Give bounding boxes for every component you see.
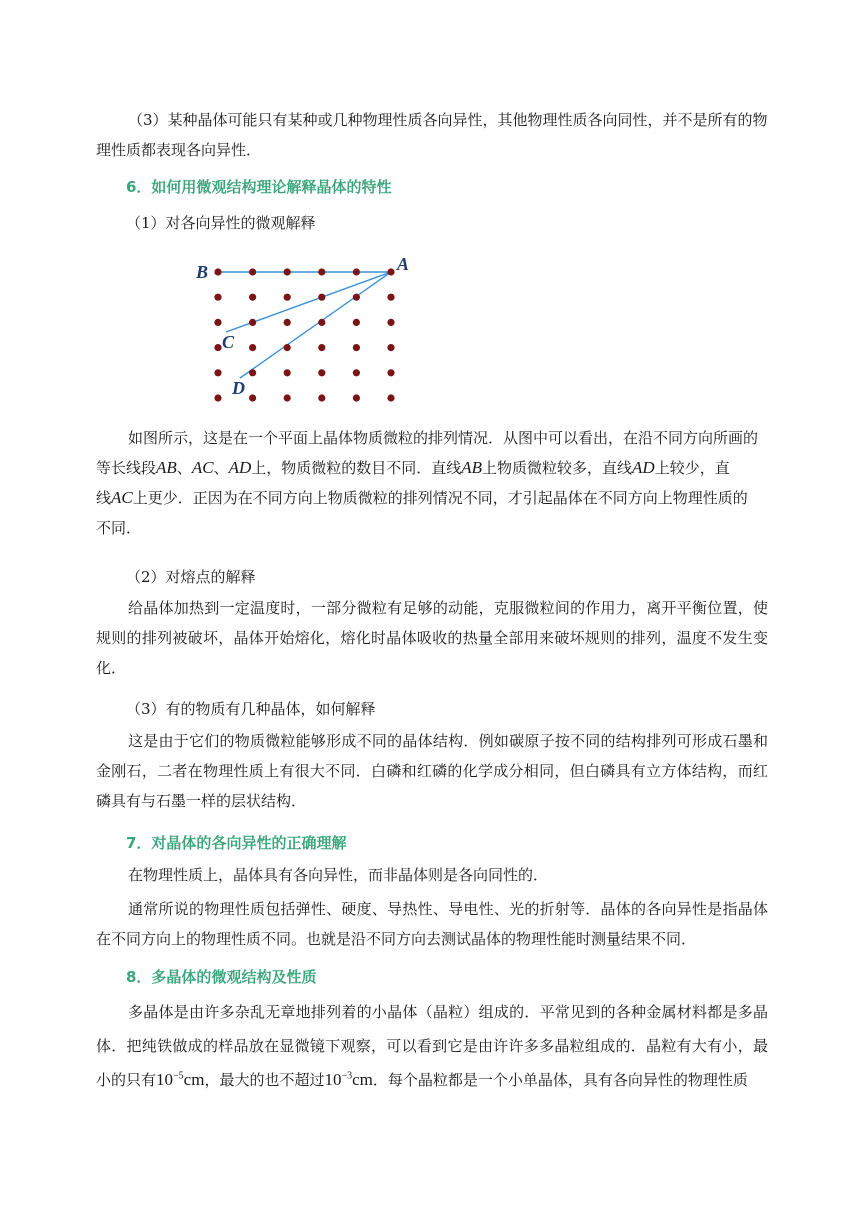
particle-dot: [214, 319, 221, 326]
math-ad: AD: [228, 458, 252, 477]
section-heading-6: 6．如何用微观结构理论解释晶体的特性: [126, 178, 392, 196]
math-ac: AC: [191, 458, 214, 477]
exponent: −5: [173, 1070, 184, 1082]
math-ac: AC: [111, 488, 133, 507]
particle-dot: [214, 344, 221, 351]
text-run: ．每个晶粒都是一个小单晶体，具有各向异性的物理性质: [372, 1071, 748, 1089]
particle-dot: [387, 394, 394, 401]
text-run: 上，物质微粒的数目不同．直线: [251, 459, 462, 477]
paragraph-line: [96, 453, 768, 483]
paragraph-anisotropy-note: [96, 105, 768, 165]
text-run: ，最大的也不超过: [204, 1071, 325, 1089]
label-b: B: [196, 262, 209, 282]
unit: cm: [183, 1070, 205, 1089]
paragraph-line: [96, 483, 768, 513]
particle-dot: [249, 369, 256, 376]
direction-lines: [216, 272, 391, 378]
particle-dot: [214, 369, 221, 376]
particle-dot: [214, 268, 221, 275]
crystal-lattice-figure: [190, 248, 430, 408]
paragraph-anisotropy-definition: 在物理性质上，晶体具有各向异性，而非晶体则是各向同性的．: [128, 866, 549, 884]
text-run: 、: [213, 459, 229, 477]
paragraph-figure-explanation: [96, 423, 768, 543]
math-ab: AB: [156, 458, 177, 477]
paragraph-line: [96, 423, 768, 453]
particle-dot: [353, 319, 360, 326]
particle-dot: [353, 268, 360, 275]
text-run: 上较少，直: [654, 459, 730, 477]
particle-dot: [387, 319, 394, 326]
particle-dot: [353, 394, 360, 401]
particle-dot: [387, 344, 394, 351]
particle-dot: [284, 268, 291, 275]
particle-dot: [249, 344, 256, 351]
particle-dot: [284, 319, 291, 326]
particle-dot: [318, 268, 325, 275]
particle-dot: [249, 394, 256, 401]
math-ad: AD: [632, 458, 655, 477]
subheading-melting-point: （2）对熔点的解释: [126, 568, 256, 586]
exponent: −3: [341, 1070, 353, 1082]
particle-dot: [249, 319, 256, 326]
particle-dot: [318, 294, 325, 301]
text-run: 线: [96, 489, 112, 507]
paragraph-melting: 给晶体加热到一定温度时，一部分微粒有足够的动能，克服微粒间的作用力，离开平衡位置，使规则的排列被破坏，晶体开始熔化，熔化时晶体吸收的热量全部用来破坏规则的排列，温度不发生变化．: [96, 599, 768, 677]
particle-dot: [353, 369, 360, 376]
particle-dot: [353, 344, 360, 351]
particle-dot: [284, 294, 291, 301]
subheading-anisotropy-micro: （1）对各向异性的微观解释: [126, 214, 316, 232]
particle-dot: [284, 394, 291, 401]
paragraph-line: （3）某种晶体可能只有某种或几种物理性质各向异性，其他物理性质各向同性，并不是所有的物: [128, 111, 768, 129]
line-ad: [240, 272, 391, 378]
math-ab: AB: [461, 458, 483, 477]
particle-dot: [284, 369, 291, 376]
paragraph-polycrystal: [96, 995, 768, 1097]
particle-dot: [387, 268, 394, 275]
particle-dot: [318, 394, 325, 401]
text-run: 、: [176, 459, 192, 477]
section-heading-7: 7．对晶体的各向异性的正确理解: [126, 834, 347, 852]
unit: cm: [352, 1070, 373, 1089]
particle-dot: [214, 294, 221, 301]
label-a: A: [397, 254, 410, 274]
particle-dot: [249, 294, 256, 301]
paragraph-polymorphs: 这是由于它们的物质微粒能够形成不同的晶体结构．例如碳原子按不同的结构排列可形成石墨和金刚石，二者在物理性质上有很大不同．白磷和红磷的化学成分相同，但白磷具有立方体结构，而红磷具有与石墨一样的层状结构．: [96, 732, 768, 810]
particle-dot: [284, 344, 291, 351]
text-run: 不同．: [96, 519, 142, 537]
text-run: 上物质微粒较多，直线: [482, 459, 633, 477]
value-max-grain: [324, 1070, 372, 1089]
particle-dot: [318, 319, 325, 326]
paragraph-physical-properties: 通常所说的物理性质包括弹性、硬度、导热性、导电性、光的折射等．晶体的各向异性是指晶体在不同方向上的物理性质不同。也就是沿不同方向去测试晶体的物理性能时测量结果不同．: [96, 900, 768, 948]
particle-dot: [214, 394, 221, 401]
particle-dot: [387, 294, 394, 301]
text-run: 上更少．正因为在不同方向上物质微粒的排列情况不同，才引起晶体在不同方向上物理性质的: [132, 489, 748, 507]
number: 10: [324, 1070, 342, 1089]
number: 10: [156, 1070, 174, 1089]
particle-dot: [387, 369, 394, 376]
text-run: 多晶体是由许多杂乱无章地排列着的小晶体（晶粒）组成的．平常见到的各种金属材料都是多晶体．把纯铁做成的样品放在显微镜下观察，可以看到它是由许许多多晶粒组成的．晶粒有大有小，最小的只有: [96, 1003, 768, 1089]
particle-dot: [249, 268, 256, 275]
subheading-polymorphs: （3）有的物质有几种晶体，如何解释: [126, 700, 376, 718]
particle-dot: [318, 369, 325, 376]
text-run: 如图所示，这是在一个平面上晶体物质微粒的排列情况．从图中可以看出，在沿不同方向所画的: [128, 429, 759, 447]
paragraph-line: [96, 513, 768, 543]
text-run: 等长线段: [96, 459, 157, 477]
label-c: C: [222, 332, 235, 352]
paragraph-line: 理性质都表现各向异性．: [96, 141, 262, 159]
particle-dot: [353, 294, 360, 301]
section-heading-8: 8．多晶体的微观结构及性质: [126, 968, 317, 986]
value-min-grain: [156, 1070, 204, 1089]
label-d: D: [232, 378, 245, 398]
particle-dot: [318, 344, 325, 351]
